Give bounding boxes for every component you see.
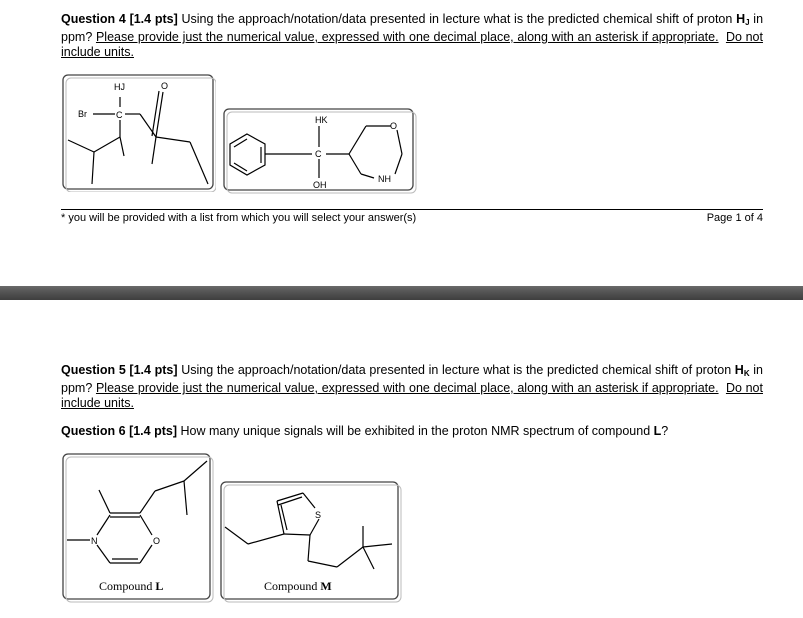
q5-instruction-2: Do not include units.: [61, 381, 763, 410]
mol-j-o-label: O: [161, 81, 169, 91]
page-footer: [61, 209, 763, 228]
q5-text-b: in ppm?: [61, 363, 763, 395]
q6-compound: L: [653, 424, 662, 438]
q4-text-b: in ppm?: [61, 12, 764, 44]
compound-m-s-label: S: [315, 510, 322, 520]
mol-j-br-label: Br: [78, 109, 87, 119]
question-4: [61, 12, 763, 60]
q6-text: How many unique signals will be exhibited in the proton NMR spectrum of compound: [177, 424, 654, 438]
question-6: [61, 424, 763, 439]
q5-proton: H: [734, 363, 744, 377]
mol-k-oh-label: OH: [313, 180, 327, 190]
mol-k-nh-label: NH: [378, 174, 391, 184]
compound-l-n-label: N: [91, 536, 98, 546]
q5-text-a: Using the approach/notation/data presented in lecture what is the predicted chemical shift of proton: [177, 363, 735, 377]
q5-heading: Question 5 [1.4 pts]: [61, 363, 178, 377]
compound-m-caption: Compound M: [264, 579, 332, 593]
mol-k-h-label: HK: [315, 115, 328, 125]
mol-j-c-label: C: [116, 110, 123, 120]
q4-proton: H: [736, 12, 746, 26]
compound-l-o-label: O: [153, 536, 161, 546]
q6-heading: Question 6 [1.4 pts]: [61, 424, 177, 438]
mol-k-c-label: C: [315, 149, 322, 159]
question-5: [61, 363, 763, 411]
q4-proton-sub: J: [745, 18, 750, 27]
mol-j-h-label: HJ: [114, 82, 125, 92]
q4-text-a: Using the approach/notation/data presented in lecture what is the predicted chemical shift of proton: [177, 12, 737, 26]
page-divider: [0, 286, 803, 300]
compound-l: [62, 453, 214, 603]
compound-l-caption: Compound L: [99, 579, 164, 593]
q4-instruction-1: Please provide just the numerical value, expressed with one decimal place, along with an asterisk if appropriate.: [95, 30, 719, 44]
footer-note: * you will be provided with a list from which you will select your answer(s): [61, 212, 417, 224]
page-number: Page 1 of 4: [706, 212, 763, 224]
q4-heading: Question 4 [1.4 pts]: [61, 12, 178, 26]
mol-k-o-label: O: [390, 121, 398, 131]
compound-m: [220, 481, 402, 603]
q6-end: ?: [661, 424, 669, 438]
molecule-j: [62, 74, 216, 192]
q5-proton-sub: K: [743, 369, 750, 378]
q4-instruction-2: Do not include units.: [61, 30, 763, 59]
q5-instruction-1: Please provide just the numerical value, expressed with one decimal place, along with an asterisk if appropriate.: [95, 381, 719, 395]
molecule-k: [223, 108, 417, 194]
